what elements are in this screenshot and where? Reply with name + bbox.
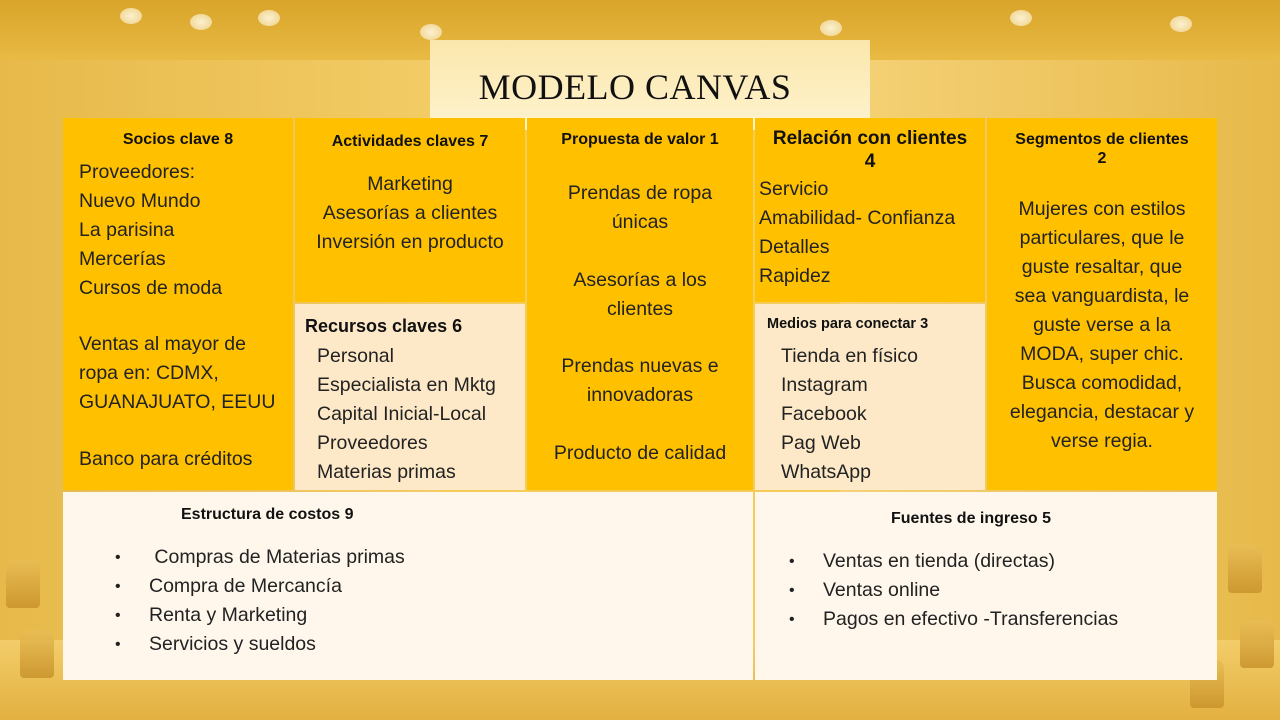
- fuentes-ingreso-cell: [755, 492, 1217, 680]
- list-item: Materias primas: [317, 461, 456, 483]
- propuesta-valor-item-3: [527, 352, 753, 410]
- stage-light: [820, 20, 842, 36]
- list-item: Facebook: [781, 403, 867, 425]
- text-line: particulares, que le: [1019, 227, 1185, 249]
- stage-light: [420, 24, 442, 40]
- list-item-text: Compra de Mercancía: [149, 575, 342, 597]
- list-item: La parisina: [79, 219, 175, 241]
- list-item: Especialista en Mktg: [317, 374, 496, 396]
- propuesta-valor-item-1: [527, 179, 753, 237]
- list-item: innovadoras: [586, 384, 694, 406]
- text-line: sea vanguardista, le: [1014, 285, 1190, 307]
- medios-conectar-list: [781, 342, 918, 487]
- text-line: MODA, super chic.: [1020, 343, 1184, 365]
- actividades-claves-cell: [295, 118, 525, 302]
- list-item: Producto de calidad: [553, 442, 727, 464]
- propuesta-valor-item-2: [527, 266, 753, 324]
- estructura-costos-heading: Estructura de costos 9: [181, 506, 354, 523]
- recursos-claves-cell: [295, 304, 525, 490]
- list-item: GUANAJUATO, EEUU: [79, 391, 276, 413]
- list-item: clientes: [606, 298, 674, 320]
- list-item: Banco para créditos: [79, 448, 253, 470]
- bullet-icon: •: [115, 636, 121, 653]
- text-line: verse regia.: [1051, 430, 1153, 452]
- segmentos-clientes-text: [987, 195, 1217, 456]
- actividades-claves-list: [295, 170, 525, 257]
- list-item: Cursos de moda: [79, 277, 223, 299]
- stage-light: [120, 8, 142, 24]
- list-item: Pag Web: [781, 432, 861, 454]
- list-item: [115, 572, 405, 601]
- bullet-icon: •: [115, 549, 121, 566]
- socios-clave-list: [79, 158, 222, 303]
- canvas-grid: [63, 118, 1217, 680]
- list-item: [115, 601, 405, 630]
- text-line: guste resaltar, que: [1021, 256, 1183, 278]
- list-item: Tienda en físico: [781, 345, 918, 367]
- list-item-text: Ventas en tienda (directas): [823, 550, 1055, 572]
- list-item: Ventas al mayor de: [79, 333, 246, 355]
- segmentos-clientes-heading: [987, 130, 1217, 168]
- segmentos-clientes-heading-number: 2: [1097, 150, 1107, 168]
- socios-clave-list-2: [79, 330, 275, 417]
- page-title: MODELO CANVAS: [478, 67, 792, 107]
- relacion-clientes-cell: [755, 118, 985, 302]
- text-line: Mujeres con estilos: [1018, 198, 1186, 220]
- list-item: Inversión en producto: [316, 231, 504, 253]
- bullet-icon: •: [789, 611, 795, 628]
- list-item: Detalles: [759, 236, 830, 258]
- relacion-clientes-heading-line: Relación con clientes: [772, 128, 968, 149]
- list-item: únicas: [611, 211, 669, 233]
- fuentes-ingreso-heading: Fuentes de ingreso 5: [891, 510, 1052, 527]
- relacion-clientes-list: [759, 175, 955, 291]
- list-item-text: Pagos en efectivo -Transferencias: [823, 608, 1119, 630]
- audience-seat: [20, 630, 54, 678]
- stage-light: [1170, 16, 1192, 32]
- list-item: Personal: [317, 345, 394, 367]
- propuesta-valor-heading: Propuesta de valor 1: [561, 131, 719, 148]
- list-item: [789, 547, 1118, 576]
- propuesta-valor-cell: [527, 118, 753, 490]
- recursos-claves-heading: Recursos claves 6: [305, 316, 463, 336]
- list-item: [115, 630, 405, 659]
- segmentos-clientes-heading-line: Segmentos de clientes: [1015, 131, 1189, 148]
- medios-conectar-cell: [755, 304, 985, 490]
- medios-conectar-heading: Medios para conectar 3: [767, 316, 929, 332]
- actividades-claves-heading: Actividades claves 7: [331, 133, 489, 150]
- list-item-text: Renta y Marketing: [149, 604, 308, 626]
- bullet-icon: •: [115, 607, 121, 624]
- text-line: elegancia, destacar y: [1009, 401, 1195, 423]
- socios-clave-list-3: [79, 445, 252, 474]
- list-item: ropa en: CDMX,: [79, 362, 219, 384]
- list-item: Servicio: [759, 178, 829, 200]
- list-item: [115, 543, 405, 572]
- fuentes-ingreso-list: [789, 547, 1118, 634]
- estructura-costos-cell: [63, 492, 753, 680]
- list-item: Prendas nuevas e: [561, 355, 719, 377]
- list-item: Capital Inicial-Local: [317, 403, 487, 425]
- list-item: Prendas de ropa: [567, 182, 713, 204]
- bullet-icon: •: [115, 578, 121, 595]
- list-item: [789, 576, 1118, 605]
- audience-seat: [1240, 620, 1274, 668]
- text-line: guste verse a la: [1033, 314, 1171, 336]
- list-item: WhatsApp: [781, 461, 871, 483]
- audience-seat: [1228, 545, 1262, 593]
- list-item: Rapidez: [759, 265, 831, 287]
- list-item: Instagram: [781, 374, 868, 396]
- list-item: Proveedores: [317, 432, 428, 454]
- list-item: Proveedores:: [79, 161, 195, 183]
- relacion-clientes-heading: [755, 128, 985, 174]
- stage-light: [190, 14, 212, 30]
- bullet-icon: •: [789, 582, 795, 599]
- list-item: Asesorías a clientes: [322, 202, 498, 224]
- list-item-text: Compras de Materias primas: [149, 546, 405, 568]
- relacion-clientes-heading-number: 4: [864, 150, 876, 172]
- list-item: [789, 605, 1118, 634]
- list-item: Nuevo Mundo: [79, 190, 201, 212]
- segmentos-clientes-cell: [987, 118, 1217, 490]
- stage-light: [258, 10, 280, 26]
- audience-seat: [6, 560, 40, 608]
- recursos-claves-list: [317, 342, 496, 487]
- estructura-costos-list: [115, 543, 405, 659]
- list-item: Asesorías a los: [573, 269, 707, 291]
- list-item: Marketing: [367, 173, 453, 195]
- socios-clave-heading: Socios clave 8: [122, 131, 234, 148]
- list-item-text: Servicios y sueldos: [149, 633, 316, 655]
- propuesta-valor-item-4: [527, 439, 753, 468]
- list-item: Mercerías: [79, 248, 166, 270]
- list-item-text: Ventas online: [823, 579, 941, 601]
- text-line: Busca comodidad,: [1021, 372, 1183, 394]
- bullet-icon: •: [789, 553, 795, 570]
- stage-light: [1010, 10, 1032, 26]
- list-item: Amabilidad- Confianza: [759, 207, 956, 229]
- socios-clave-cell: [63, 118, 293, 490]
